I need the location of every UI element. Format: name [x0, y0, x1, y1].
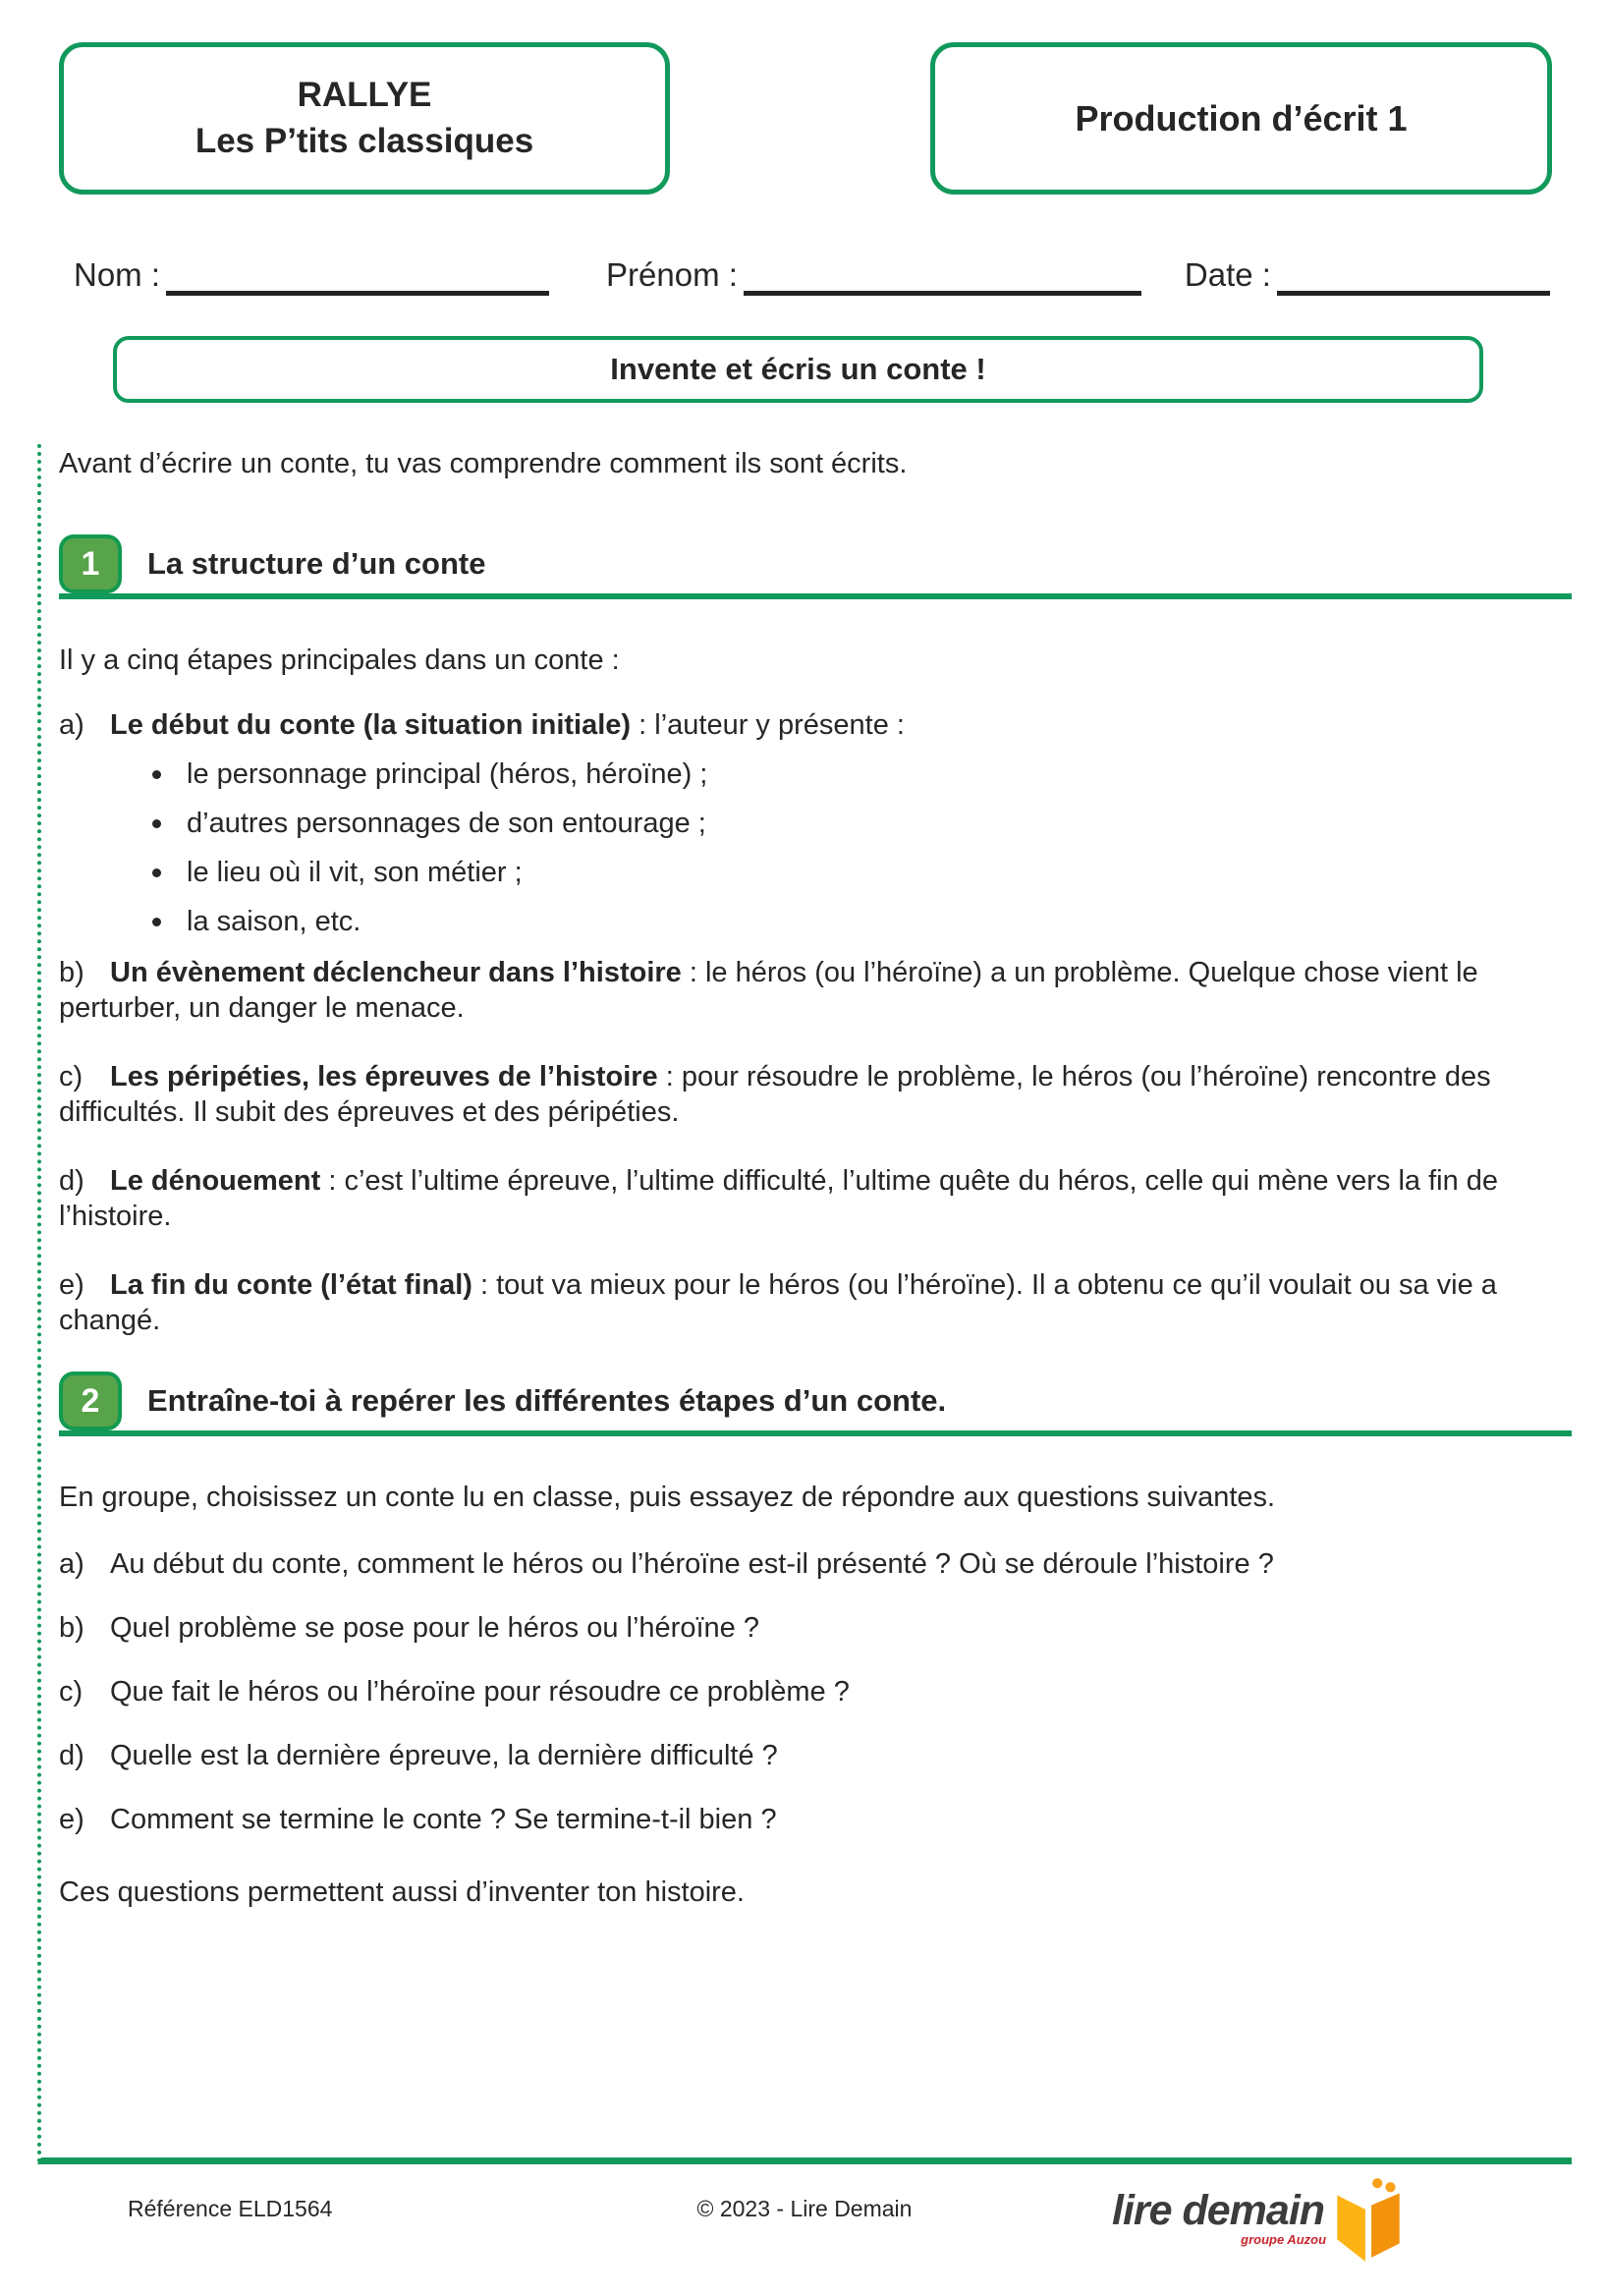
worksheet-title: Invente et écris un conte ! — [610, 352, 986, 386]
doc-type-label: Production d’écrit 1 — [1075, 97, 1408, 139]
structure-item-c — [59, 1059, 1503, 1130]
section-2-header — [59, 1372, 1572, 1436]
bullet-item: le lieu où il vit, son métier ; — [187, 855, 1503, 890]
question-c — [59, 1674, 1503, 1709]
question-e — [59, 1802, 1503, 1837]
reference-number: Référence ELD1564 — [128, 2196, 333, 2221]
logo-group-label: groupe Auzou — [1241, 2232, 1327, 2247]
item-a-heading: Le début du conte (la situation initiale) — [110, 709, 632, 741]
name-label: Nom : — [74, 256, 161, 293]
item-d-text: : c’est l’ultime épreuve, l’ultime difficulté, l’ultime quête du héros, celle qui mène vers la fin de l’histoire. — [59, 1165, 1499, 1232]
section-2-outro: Ces questions permettent aussi d’inventer ton histoire. — [59, 1876, 745, 1908]
content-area — [37, 444, 1572, 2164]
question-b — [59, 1610, 1503, 1646]
program-title-line2: Les P’tits classiques — [194, 121, 534, 160]
firstname-blank-line — [744, 255, 1141, 296]
question-letter: b) — [59, 1612, 84, 1644]
item-e-text: : tout va mieux pour le héros (ou l’héroïne). Il a obtenu ce qu’il voulait ou sa vie a changé. — [59, 1269, 1497, 1336]
section-2-title: Entraîne-toi à repérer les différentes étapes d’un conte. — [147, 1383, 947, 1418]
question-text: Que fait le héros ou l’héroïne pour résoudre ce problème ? — [110, 1676, 850, 1708]
question-text: Au début du conte, comment le héros ou l’héroïne est-il présenté ? Où se déroule l’histoire ? — [110, 1548, 1274, 1580]
intro-text: Avant d’écrire un conte, tu vas comprendre comment ils sont écrits. — [59, 448, 908, 479]
program-box — [59, 42, 670, 195]
copyright-notice: © 2023 - Lire Demain — [696, 2196, 913, 2221]
program-title-line1: RALLYE — [297, 76, 432, 115]
item-c-heading: Les péripéties, les épreuves de l’histoire — [110, 1061, 658, 1092]
section-1-number-badge: 1 — [59, 534, 122, 593]
date-label: Date : — [1184, 256, 1271, 293]
firstname-label: Prénom : — [606, 256, 738, 293]
header-row — [59, 42, 1552, 195]
bullet-item: d’autres personnages de son entourage ; — [187, 806, 1503, 841]
structure-item-a — [59, 707, 1503, 743]
lire-demain-logo — [1112, 2175, 1407, 2266]
item-a-text: : l’auteur y présente : — [631, 709, 905, 741]
item-letter: d) — [59, 1165, 84, 1197]
question-text: Comment se termine le conte ? Se termine-t-il bien ? — [110, 1804, 777, 1835]
question-d — [59, 1738, 1503, 1773]
identity-row — [74, 255, 1552, 296]
question-a — [59, 1546, 1503, 1582]
open-book-icon — [1330, 2175, 1407, 2266]
question-letter: a) — [59, 1548, 84, 1580]
doc-type-box — [930, 42, 1552, 195]
item-d-heading: Le dénouement — [110, 1165, 321, 1197]
name-blank-line — [166, 255, 549, 296]
item-c-text: : pour résoudre le problème, le héros (ou l’héroïne) rencontre des difficultés. Il subit des épreuves et des péripéties. — [59, 1061, 1491, 1128]
logo-wordmark: lire demain — [1112, 2187, 1325, 2234]
structure-item-d — [59, 1163, 1503, 1234]
item-letter: a) — [59, 709, 84, 741]
item-letter: c) — [59, 1061, 83, 1092]
item-e-heading: La fin du conte (l’état final) — [110, 1269, 472, 1301]
worksheet-title-box — [113, 336, 1483, 403]
section-1-title: La structure d’un conte — [147, 546, 486, 581]
item-b-text: : le héros (ou l’héroïne) a un problème. Quelque chose vient le perturber, un danger le menace. — [59, 957, 1478, 1024]
structure-item-e — [59, 1267, 1503, 1338]
question-letter: e) — [59, 1804, 84, 1835]
item-letter: e) — [59, 1269, 84, 1301]
item-b-heading: Un évènement déclencheur dans l’histoire — [110, 957, 682, 988]
question-text: Quel problème se pose pour le héros ou l’héroïne ? — [110, 1612, 759, 1644]
item-a-bullet-list — [59, 756, 1503, 939]
question-letter: c) — [59, 1676, 83, 1708]
section-1-lead: Il y a cinq étapes principales dans un conte : — [59, 644, 620, 676]
structure-item-b — [59, 955, 1503, 1026]
item-letter: b) — [59, 957, 84, 988]
question-text: Quelle est la dernière épreuve, la dernière difficulté ? — [110, 1740, 778, 1771]
question-letter: d) — [59, 1740, 84, 1771]
section-1-header — [59, 534, 1572, 599]
section-2-number-badge: 2 — [59, 1372, 122, 1430]
section-2-lead: En groupe, choisissez un conte lu en classe, puis essayez de répondre aux questions suivantes. — [59, 1482, 1276, 1513]
bullet-item: la saison, etc. — [187, 904, 1503, 939]
date-blank-line — [1277, 255, 1550, 296]
bullet-item: le personnage principal (héros, héroïne) ; — [187, 756, 1503, 792]
